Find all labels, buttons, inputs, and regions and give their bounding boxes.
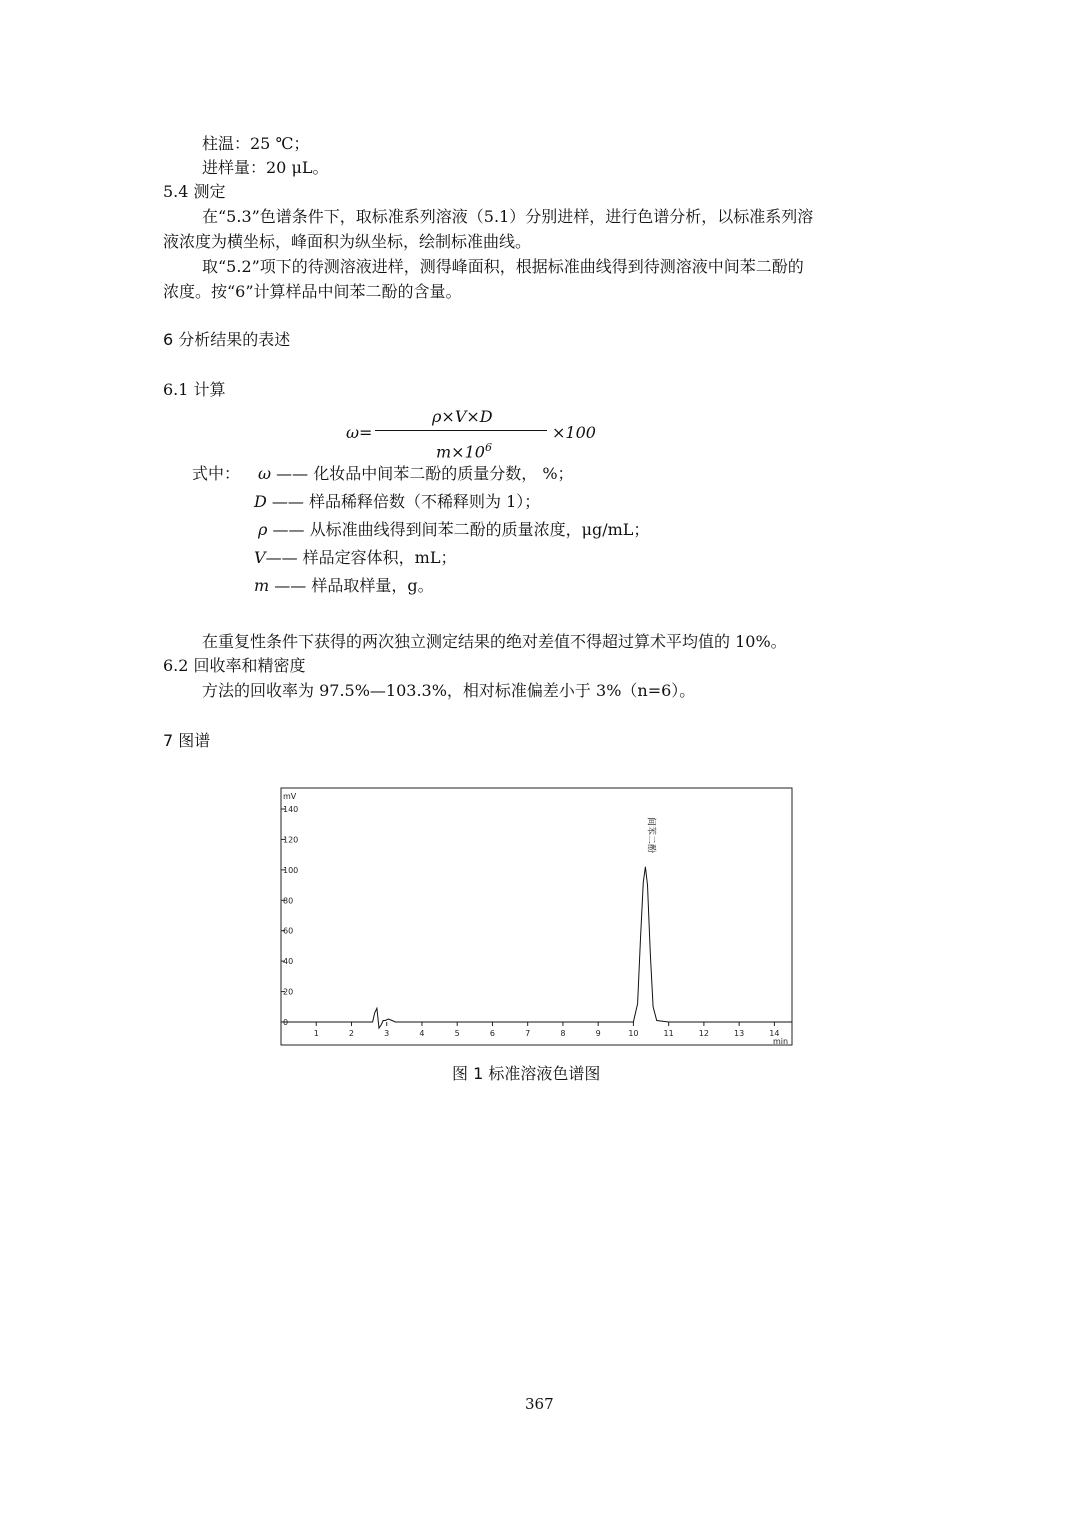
formula-numerator: ρ×V×D (432, 407, 493, 426)
x-tick-label: 9 (595, 1029, 601, 1038)
section-6-1-heading: 6.1 计算 (163, 380, 226, 399)
legend-symbol: ω (258, 464, 272, 483)
paragraph-2-line-1: 取“5.2”项下的待测溶液进样，测得峰面积，根据标准曲线得到待测溶液中间苯二酚的 (202, 257, 804, 276)
legend-text: —— 样品稀释倍数（不稀释则为 1）； (271, 492, 541, 511)
x-tick-label: 3 (384, 1029, 390, 1038)
x-tick-label: 6 (489, 1029, 495, 1038)
y-tick-label: 20 (283, 987, 294, 997)
x-tick-label: 14 (769, 1029, 780, 1038)
legend-intro: 式中： (192, 464, 241, 483)
x-tick-label: 2 (348, 1029, 355, 1038)
y-tick-label: 140 (283, 805, 299, 814)
x-tick-label: 11 (663, 1029, 674, 1038)
chromatogram-chart (280, 787, 794, 1047)
paragraph-2-line-2: 浓度。按“6”计算样品中间苯二酚的含量。 (163, 282, 462, 301)
repeatability-statement: 在重复性条件下获得的两次独立测定结果的绝对差值不得超过算术平均值的 10%。 (202, 632, 787, 651)
legend-text: —— 化妆品中间苯二酚的质量分数， %； (276, 464, 574, 483)
x-tick-label: 4 (419, 1029, 425, 1038)
paragraph-1-line-1: 在“5.3”色谱条件下，取标准系列溶液（5.1）分别进样，进行色谱分析，以标准系列溶 (202, 207, 814, 226)
figure-caption: 图 1 标准溶液色谱图 (452, 1064, 601, 1083)
legend-text: —— 样品取样量，g。 (274, 576, 434, 595)
formula-fraction-bar (375, 430, 547, 431)
paragraph-1-line-2: 液浓度为横坐标，峰面积为纵坐标，绘制标准曲线。 (163, 232, 532, 251)
legend-text: —— 从标准曲线得到间苯二酚的质量浓度，μg/mL； (272, 520, 650, 539)
x-tick-label: 8 (560, 1029, 566, 1038)
chromatogram-trace (281, 867, 792, 1028)
column-temp-line: 柱温：25 ℃； (202, 134, 310, 153)
section-6-2-heading: 6.2 回收率和精密度 (163, 656, 306, 675)
y-tick-label: 120 (283, 835, 299, 845)
legend-symbol: V (254, 548, 266, 567)
section-6-heading: 6 分析结果的表述 (163, 330, 291, 349)
x-tick-label: 13 (734, 1029, 745, 1038)
recovery-statement: 方法的回收率为 97.5%—103.3%，相对标准偏差小于 3%（n=6）。 (202, 681, 696, 700)
chart-frame (281, 788, 792, 1045)
formula-denominator-base: m×10 (436, 442, 485, 462)
y-tick-label: 40 (283, 957, 294, 967)
legend-item-v (254, 548, 456, 568)
formula-denominator (436, 438, 492, 462)
legend-item-omega (258, 464, 574, 484)
x-tick-label: 5 (454, 1029, 460, 1038)
legend-item-m (254, 576, 434, 596)
legend-item-d (254, 492, 540, 512)
legend-text: —— 样品定容体积，mL； (265, 548, 457, 567)
peak-label: 间苯二酚 (645, 817, 656, 854)
legend-symbol: m (254, 576, 270, 595)
y-tick-label: 100 (283, 865, 299, 875)
y-tick-label: 60 (283, 926, 294, 936)
section-7-heading: 7 图谱 (163, 731, 211, 750)
x-tick-label: 1 (313, 1029, 319, 1038)
formula-tail: ×100 (552, 423, 596, 442)
section-5-4-heading: 5.4 测定 (163, 182, 226, 201)
y-axis-unit-label: mV (283, 792, 297, 801)
page-number: 367 (525, 1395, 554, 1413)
y-tick-label: 0 (283, 1018, 289, 1027)
formula-exponent: 6 (484, 441, 492, 454)
legend-symbol: ρ (258, 520, 268, 539)
legend-item-rho (258, 520, 649, 540)
x-tick-label: 12 (698, 1029, 709, 1038)
formula-lhs: ω= (346, 423, 373, 442)
x-tick-label: 7 (525, 1029, 531, 1038)
injection-volume-line: 进样量：20 μL。 (202, 158, 329, 177)
y-tick-label: 80 (283, 896, 294, 906)
legend-symbol: D (254, 492, 267, 511)
x-tick-label: 10 (628, 1029, 639, 1038)
x-axis-unit-label: min (773, 1037, 789, 1046)
